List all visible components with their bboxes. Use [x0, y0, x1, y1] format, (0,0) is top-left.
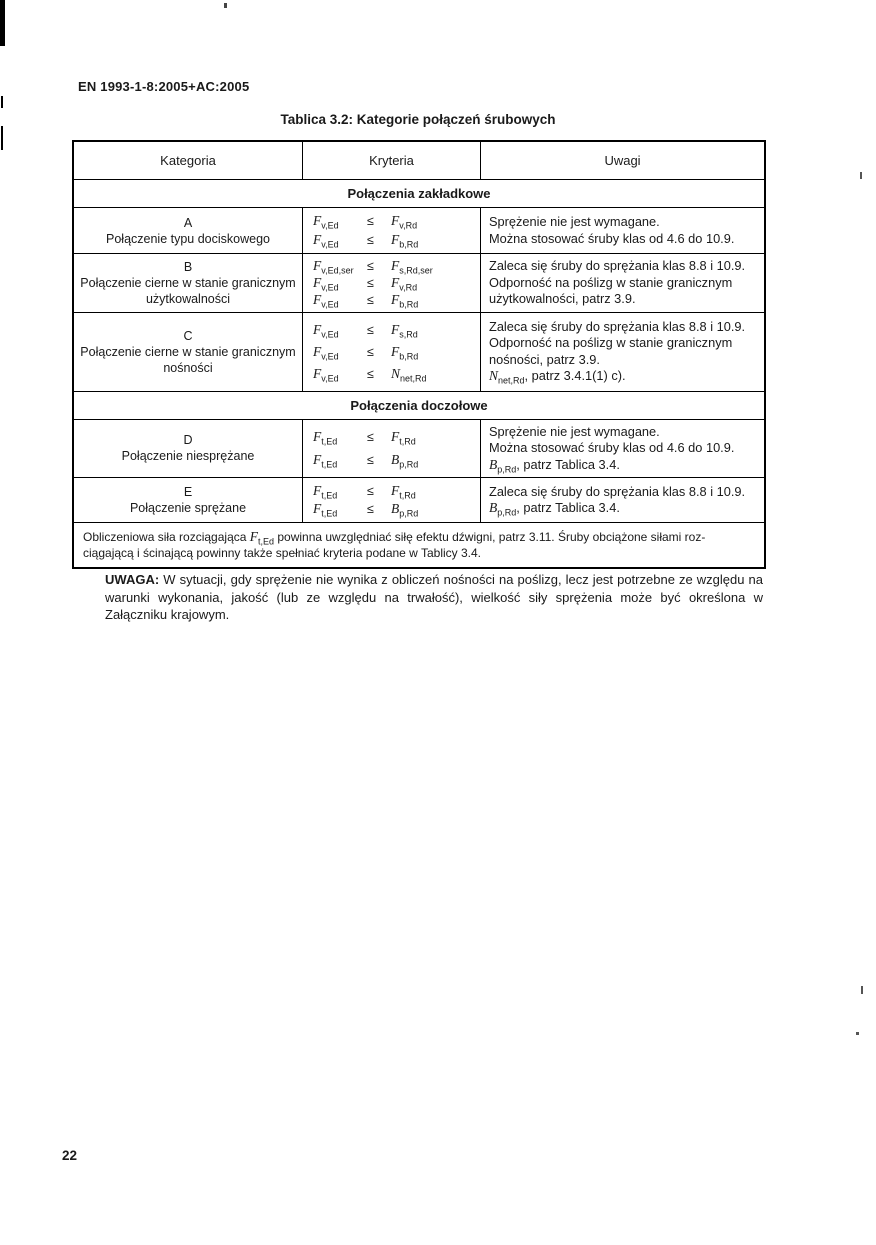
note-label: UWAGA:	[105, 572, 160, 587]
criteria-lhs	[313, 292, 367, 308]
criteria-cell	[302, 313, 480, 391]
note	[105, 571, 763, 624]
formula-symbol: $F_{t,Ed}$	[249, 529, 275, 547]
table-body	[74, 179, 764, 522]
category-letter: D	[183, 433, 193, 448]
category-cell	[74, 208, 302, 253]
scan-artifact	[224, 3, 227, 8]
formula-symbol: $F_{b,Rd}$	[391, 343, 419, 362]
category-letter: E	[183, 485, 193, 499]
table-row	[74, 312, 764, 391]
leq-operator: ≤	[367, 232, 374, 247]
category-letter: A	[183, 215, 193, 230]
formula-symbol: $F_{t,Ed}$	[313, 483, 338, 501]
formula-symbol: $F_{v,Ed}$	[313, 231, 339, 250]
document-header: EN 1993-1-8:2005+AC:2005	[78, 79, 250, 94]
table-row	[74, 253, 764, 312]
remark-line: Można stosować śruby klas od 4.6 do 10.9.	[489, 230, 735, 246]
footnote-line: Obliczeniowa siła rozciągająca $F_{t,Ed}$ powinna uwzględniać siłę efektu dźwigni, patrz 3.11. Śruby obciążone siłami roz-	[83, 529, 706, 547]
criteria-lhs	[313, 344, 367, 360]
criteria-rhs	[391, 292, 480, 308]
criteria-cell	[302, 420, 480, 478]
leq-operator: ≤	[367, 214, 374, 229]
criteria-lhs	[313, 322, 367, 338]
table-row	[74, 419, 764, 478]
criteria-line	[313, 292, 480, 308]
category-cell	[74, 313, 302, 391]
formula-symbol: $F_{v,Ed}$	[313, 343, 339, 362]
category-name: Połączenie niesprężane	[121, 449, 255, 464]
leq-operator: ≤	[367, 452, 374, 467]
table-row	[74, 477, 764, 522]
column-header-kategoria: Kategoria	[160, 153, 216, 168]
category-cell	[74, 478, 302, 522]
remark-line: $N_{net,Rd}$, patrz 3.4.1(1) c).	[489, 368, 626, 386]
formula-symbol: $F_{t,Rd}$	[391, 483, 416, 501]
formula-symbol: $B_{p,Rd}$	[391, 501, 419, 519]
criteria-lhs	[313, 366, 367, 382]
formula-symbol: $F_{t,Ed}$	[313, 429, 338, 447]
criteria-lhs	[313, 501, 367, 517]
note-text: W sytuacji, gdy sprężenie nie wynika z obliczeń nośności na poślizg, lecz jest potrzebne ze względu na warunki wykonania, jakość (lub ze względu na trwałość), wielkość siły sprężenia może być określona w Załączniku krajowym.	[105, 572, 763, 622]
criteria-cell	[302, 208, 480, 253]
page-number: 22	[62, 1148, 78, 1163]
formula-symbol: $F_{v,Ed}$	[313, 213, 339, 231]
remark-line: Można stosować śruby klas od 4.6 do 10.9.	[489, 440, 735, 455]
formula-symbol: $N_{net,Rd}$	[489, 368, 525, 386]
formula-symbol: $F_{s,Rd,ser}$	[391, 257, 433, 276]
formula-symbol: $F_{v,Rd}$	[391, 274, 418, 293]
remarks-cell	[480, 478, 764, 522]
footnote-line: ciągającą i ścinającą powinny także spełniać kryteria podane w Tablicy 3.4.	[83, 546, 481, 560]
formula-symbol: $F_{v,Ed}$	[313, 274, 339, 293]
criteria-rhs	[391, 258, 480, 274]
formula-symbol: $F_{b,Rd}$	[391, 231, 419, 250]
criteria-line	[313, 258, 480, 274]
remark-line: Zaleca się śruby do sprężania klas 8.8 i 10.9.	[489, 258, 746, 273]
criteria-line	[313, 275, 480, 291]
remark-line: Odporność na poślizg w stanie granicznym użytkowalności, patrz 3.9.	[489, 274, 733, 306]
remarks-cell	[480, 420, 764, 478]
criteria-cell	[302, 478, 480, 522]
criteria-rhs	[391, 452, 480, 468]
criteria-cell	[302, 254, 480, 312]
criteria-rhs	[391, 275, 480, 291]
leq-operator: ≤	[367, 292, 374, 307]
criteria-lhs	[313, 429, 367, 445]
criteria-line	[313, 213, 480, 229]
leq-operator: ≤	[367, 430, 374, 444]
category-letter: C	[183, 328, 193, 343]
category-name: Połączenie sprężane	[129, 501, 247, 515]
leq-operator: ≤	[367, 344, 374, 359]
criteria-line	[313, 501, 480, 517]
category-letter: B	[183, 259, 193, 274]
leq-operator: ≤	[367, 484, 374, 498]
leq-operator: ≤	[367, 322, 374, 337]
criteria-rhs	[391, 366, 480, 382]
remark-line: Zaleca się śruby do sprężania klas 8.8 i 10.9.	[489, 483, 746, 499]
formula-symbol: $F_{v,Rd}$	[391, 213, 418, 231]
leq-operator: ≤	[367, 258, 374, 273]
formula-symbol: $B_{p,Rd}$	[489, 456, 517, 475]
criteria-line	[313, 366, 480, 382]
table-title: Tablica 3.2: Kategorie połączeń śrubowych	[280, 112, 556, 127]
criteria-rhs	[391, 501, 480, 517]
scan-artifact	[1, 126, 3, 150]
criteria-line	[313, 344, 480, 360]
section-header: Połączenia doczołowe	[74, 391, 764, 419]
category-name: Połączenie cierne w stanie granicznym nośności	[80, 344, 296, 375]
formula-symbol: $F_{t,Ed}$	[313, 501, 338, 519]
remarks-cell	[480, 208, 764, 253]
scan-artifact	[856, 1032, 859, 1035]
remarks-cell	[480, 313, 764, 391]
formula-symbol: $B_{p,Rd}$	[391, 451, 419, 470]
criteria-lhs	[313, 275, 367, 291]
scan-artifact	[0, 0, 5, 46]
table-row	[74, 207, 764, 253]
formula-symbol: $N_{net,Rd}$	[391, 365, 427, 384]
criteria-line	[313, 322, 480, 338]
criteria-rhs	[391, 213, 480, 229]
leq-operator: ≤	[367, 366, 374, 381]
formula-symbol: $F_{t,Ed}$	[313, 451, 338, 470]
section-header: Połączenia zakładkowe	[74, 179, 764, 207]
scan-artifact	[861, 986, 863, 994]
formula-symbol: $F_{v,Ed}$	[313, 365, 339, 384]
criteria-lhs	[313, 258, 367, 274]
criteria-line	[313, 452, 480, 468]
scan-artifact	[860, 172, 862, 179]
scan-artifact	[1, 96, 3, 108]
criteria-rhs	[391, 232, 480, 248]
formula-symbol: $B_{p,Rd}$	[489, 500, 517, 518]
formula-symbol: $F_{s,Rd}$	[391, 321, 418, 340]
category-cell	[74, 420, 302, 478]
remark-line: Zaleca się śruby do sprężania klas 8.8 i 10.9.	[489, 318, 746, 334]
remark-line: Odporność na poślizg w stanie granicznym nośności, patrz 3.9.	[489, 335, 733, 367]
criteria-rhs	[391, 429, 480, 445]
criteria-lhs	[313, 483, 367, 499]
criteria-lhs	[313, 213, 367, 229]
criteria-line	[313, 429, 480, 445]
criteria-rhs	[391, 483, 480, 499]
criteria-rhs	[391, 322, 480, 338]
table-header-row	[74, 142, 764, 179]
criteria-line	[313, 232, 480, 248]
remark-line: $B_{p,Rd}$, patrz Tablica 3.4.	[489, 500, 620, 518]
categories-table	[72, 140, 766, 569]
leq-operator: ≤	[367, 502, 374, 516]
formula-symbol: $F_{v,Ed}$	[313, 321, 339, 340]
column-header-kryteria: Kryteria	[302, 142, 480, 179]
formula-symbol: $F_{v,Ed}$	[313, 291, 339, 310]
remark-line: $B_{p,Rd}$, patrz Tablica 3.4.	[489, 456, 620, 475]
table-footnote	[74, 522, 764, 567]
formula-symbol: $F_{t,Rd}$	[391, 429, 416, 447]
criteria-line	[313, 483, 480, 499]
remarks-cell	[480, 254, 764, 312]
category-name: Połączenie typu dociskowego	[106, 231, 270, 246]
leq-operator: ≤	[367, 275, 374, 290]
formula-symbol: $F_{b,Rd}$	[391, 291, 419, 310]
category-name: Połączenie cierne w stanie granicznym użytkowalności	[80, 275, 296, 306]
criteria-lhs	[313, 452, 367, 468]
remark-line: Sprężenie nie jest wymagane.	[489, 214, 660, 229]
category-cell	[74, 254, 302, 312]
formula-symbol: $F_{v,Ed,ser}$	[313, 257, 354, 276]
criteria-rhs	[391, 344, 480, 360]
criteria-lhs	[313, 232, 367, 248]
column-header-uwagi: Uwagi	[480, 142, 764, 179]
remark-line: Sprężenie nie jest wymagane.	[489, 423, 660, 439]
